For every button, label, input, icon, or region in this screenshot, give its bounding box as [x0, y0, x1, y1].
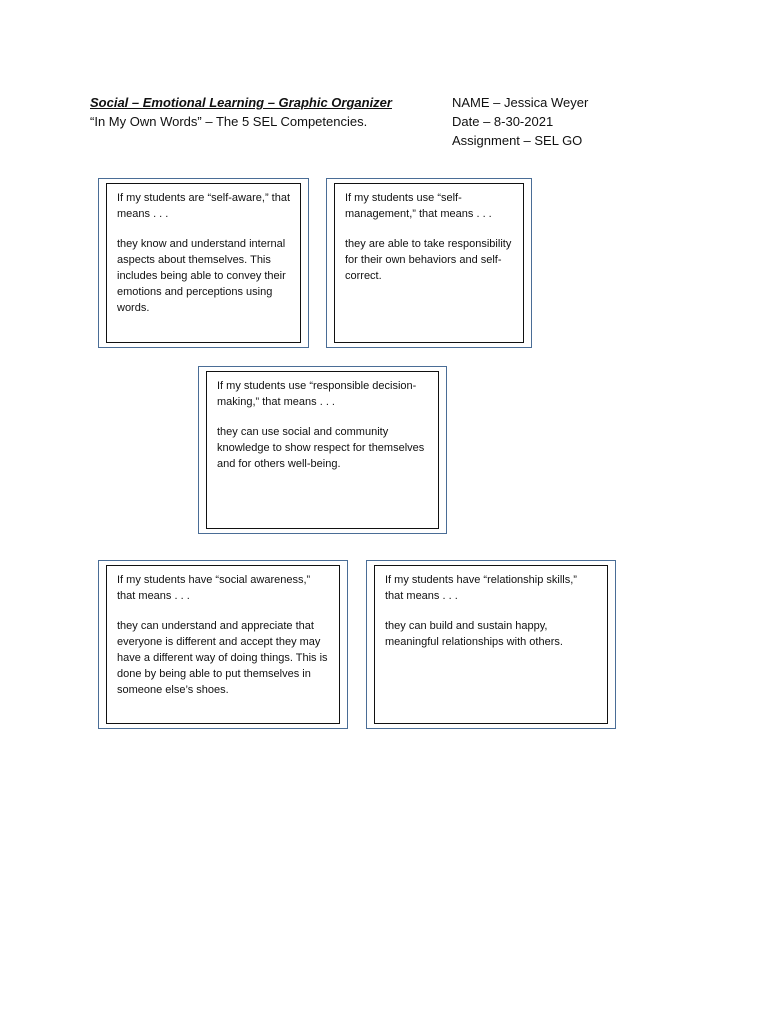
card-answer: they are able to take responsibility for their own behaviors and self-correct.	[345, 238, 512, 282]
card-prompt: If my students use “self-management,” that means . . .	[345, 192, 492, 220]
student-info	[452, 93, 588, 150]
social-awareness-card	[98, 560, 348, 729]
document-subtitle: “In My Own Words” – The 5 SEL Competencies.	[90, 114, 368, 129]
card-answer: they can use social and community knowledge to show respect for themselves and for others well-being.	[217, 426, 425, 470]
relationship-skills-card	[366, 560, 616, 729]
responsible-decision-making-card	[198, 366, 447, 534]
card-text-box	[374, 565, 608, 724]
self-awareness-card	[98, 178, 309, 348]
student-name: NAME – Jessica Weyer	[452, 95, 589, 110]
card-text-box	[106, 565, 340, 724]
card-prompt: If my students are “self-aware,” that means . . .	[117, 192, 291, 220]
card-prompt: If my students use “responsible decision-making,” that means . . .	[217, 380, 417, 408]
document-title: Social – Emotional Learning – Graphic Organizer	[90, 95, 392, 110]
assignment-name: Assignment – SEL GO	[452, 133, 583, 148]
card-text-box	[206, 371, 439, 529]
self-management-card	[326, 178, 532, 348]
card-prompt: If my students have “relationship skills,” that means . . .	[385, 574, 577, 602]
card-answer: they can build and sustain happy, meaningful relationships with others.	[385, 620, 563, 648]
card-answer: they can understand and appreciate that everyone is different and accept they may have a different way of doing things. This is done by being able to put themselves in someone else’s shoes.	[117, 620, 328, 696]
card-text-box	[106, 183, 301, 343]
assignment-date: Date – 8-30-2021	[452, 114, 554, 129]
document-header	[90, 93, 392, 131]
card-answer: they know and understand internal aspects about themselves. This includes being able to convey their emotions and perceptions using words.	[117, 238, 286, 314]
card-prompt: If my students have “social awareness,” that means . . .	[117, 574, 311, 602]
card-text-box	[334, 183, 524, 343]
